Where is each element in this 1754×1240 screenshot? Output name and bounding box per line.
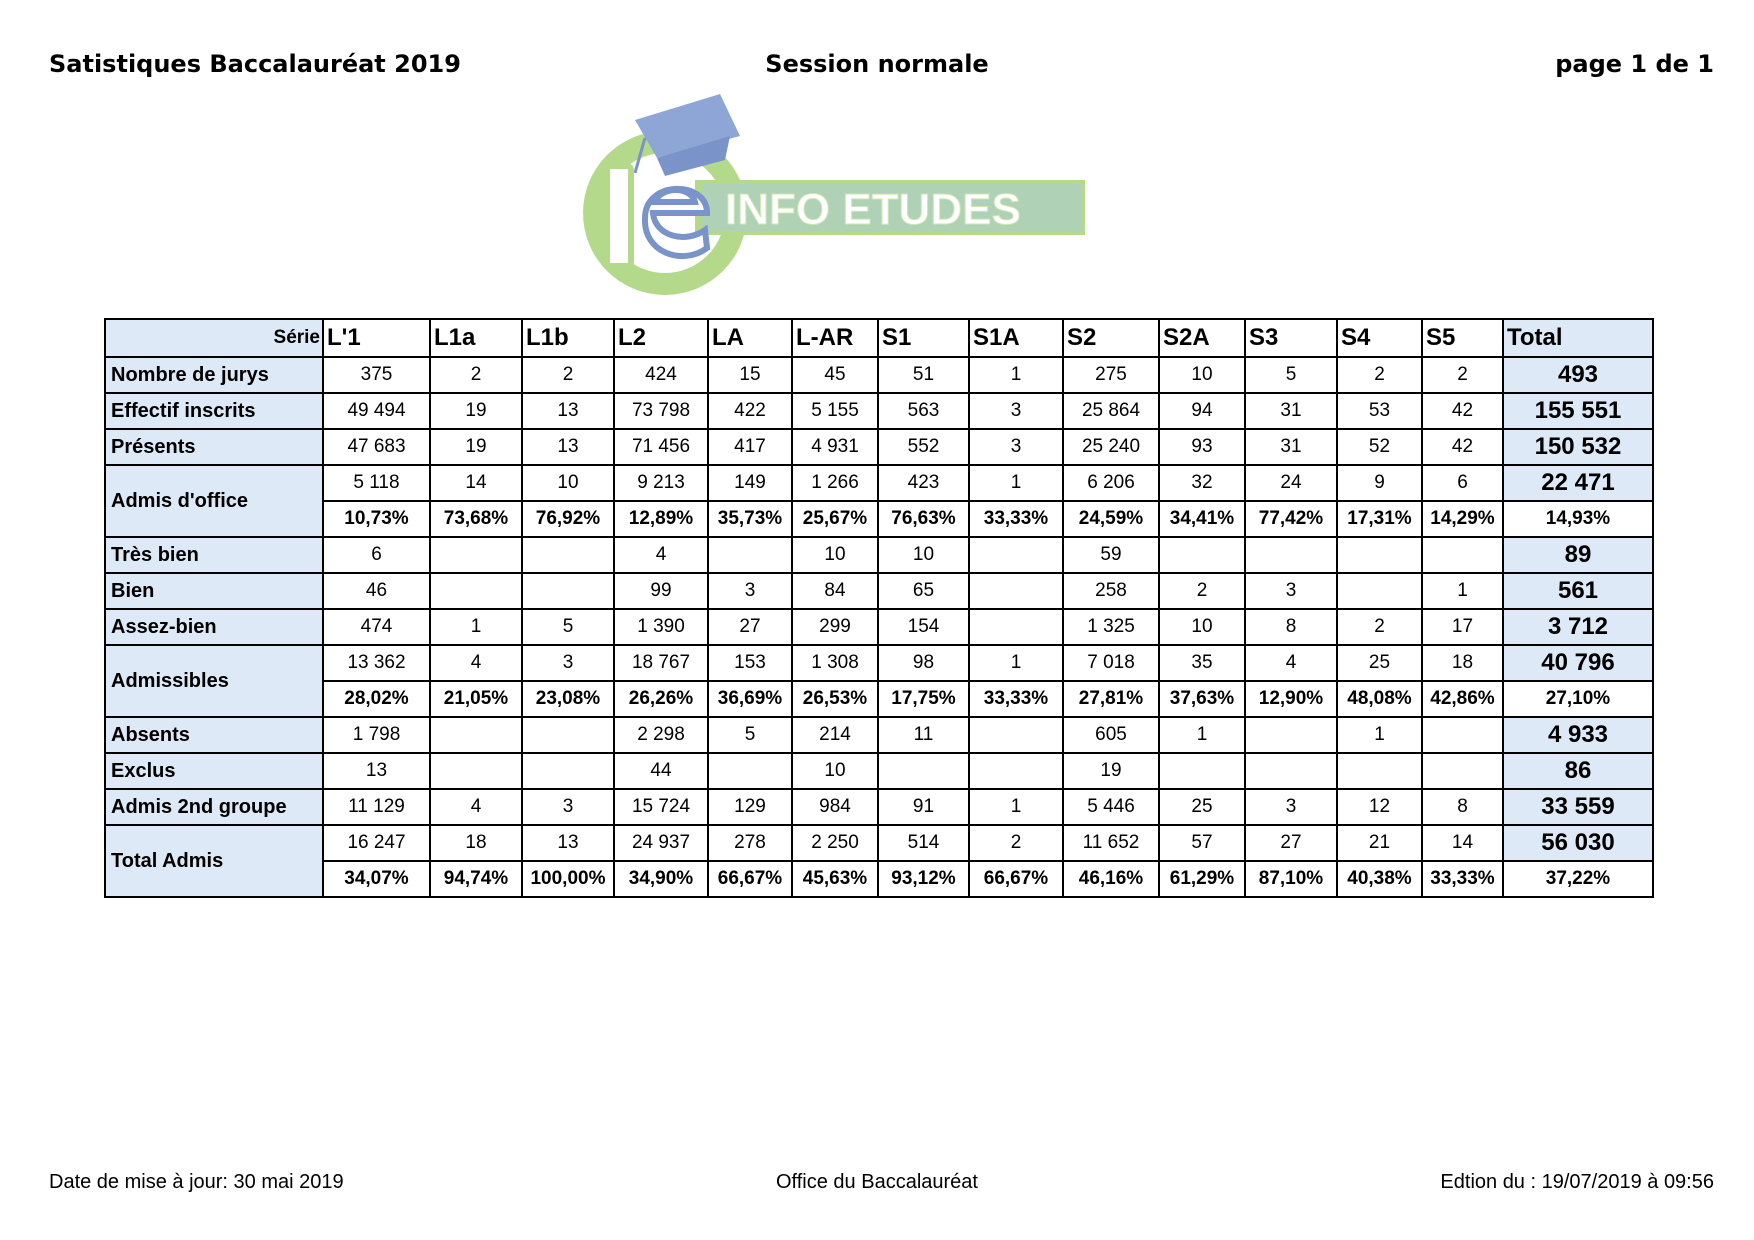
table-cell: 53 <box>1337 393 1422 429</box>
table-cell: 11 129 <box>323 789 430 825</box>
percentage-row <box>105 861 1653 897</box>
table-cell: 6 206 <box>1063 465 1159 501</box>
table-cell: 73 798 <box>614 393 708 429</box>
table-cell: 154 <box>878 609 969 645</box>
total-cell: 150 532 <box>1503 429 1653 465</box>
percentage-cell: 21,05% <box>430 681 522 717</box>
table-cell: 1 325 <box>1063 609 1159 645</box>
table-cell: 258 <box>1063 573 1159 609</box>
percentage-cell: 35,73% <box>708 501 792 537</box>
table-cell: 44 <box>614 753 708 789</box>
table-cell: 19 <box>430 393 522 429</box>
table-cell: 99 <box>614 573 708 609</box>
table-cell: 129 <box>708 789 792 825</box>
percentage-cell: 66,67% <box>969 861 1063 897</box>
table-cell: 45 <box>792 357 878 393</box>
table-cell: 3 <box>708 573 792 609</box>
table-cell <box>708 753 792 789</box>
column-header: S2 <box>1063 319 1159 357</box>
table-cell: 1 <box>969 357 1063 393</box>
percentage-cell: 33,33% <box>1422 861 1503 897</box>
table-cell: 375 <box>323 357 430 393</box>
table-cell: 12 <box>1337 789 1422 825</box>
total-cell: 22 471 <box>1503 465 1653 501</box>
table-cell: 1 <box>969 789 1063 825</box>
column-header: S2A <box>1159 319 1245 357</box>
table-cell: 21 <box>1337 825 1422 861</box>
total-cell: 40 796 <box>1503 645 1653 681</box>
table-cell: 9 213 <box>614 465 708 501</box>
total-cell: 3 712 <box>1503 609 1653 645</box>
table-cell: 51 <box>878 357 969 393</box>
table-cell: 25 864 <box>1063 393 1159 429</box>
table-cell: 4 <box>1245 645 1337 681</box>
table-cell: 65 <box>878 573 969 609</box>
table-cell: 6 <box>1422 465 1503 501</box>
office-name: Office du Baccalauréat <box>776 1171 978 1193</box>
table-cell: 1 798 <box>323 717 430 753</box>
table-cell: 1 308 <box>792 645 878 681</box>
table-cell: 2 <box>522 357 614 393</box>
table-cell: 1 266 <box>792 465 878 501</box>
table-cell: 4 931 <box>792 429 878 465</box>
total-cell: 56 030 <box>1503 825 1653 861</box>
table-cell <box>969 573 1063 609</box>
row-label: Admis d'office <box>105 465 323 537</box>
serie-header: Série <box>105 319 323 357</box>
percentage-row <box>105 681 1653 717</box>
total-cell: 561 <box>1503 573 1653 609</box>
session-label: Session normale <box>765 50 989 78</box>
percentage-cell: 36,69% <box>708 681 792 717</box>
column-header: L1b <box>522 319 614 357</box>
table-cell: 18 767 <box>614 645 708 681</box>
table-cell: 10 <box>1159 609 1245 645</box>
table-cell: 25 240 <box>1063 429 1159 465</box>
table-cell: 5 <box>708 717 792 753</box>
total-cell: 4 933 <box>1503 717 1653 753</box>
row-label: Exclus <box>105 753 323 789</box>
table-cell <box>1245 753 1337 789</box>
table-row <box>105 465 1653 501</box>
percentage-cell: 94,74% <box>430 861 522 897</box>
percentage-cell: 76,92% <box>522 501 614 537</box>
table-cell <box>1422 537 1503 573</box>
table-cell: 1 <box>969 465 1063 501</box>
percentage-cell: 14,29% <box>1422 501 1503 537</box>
row-label: Présents <box>105 429 323 465</box>
table-cell: 4 <box>430 789 522 825</box>
table-cell <box>1337 753 1422 789</box>
table-cell: 13 362 <box>323 645 430 681</box>
table-cell: 91 <box>878 789 969 825</box>
table-cell: 13 <box>522 393 614 429</box>
table-cell: 84 <box>792 573 878 609</box>
table-cell: 2 <box>1337 609 1422 645</box>
table-cell: 5 155 <box>792 393 878 429</box>
table-cell: 275 <box>1063 357 1159 393</box>
table-header-row <box>105 319 1653 357</box>
percentage-cell: 17,75% <box>878 681 969 717</box>
table-cell: 98 <box>878 645 969 681</box>
percentage-cell: 33,33% <box>969 681 1063 717</box>
percentage-cell: 24,59% <box>1063 501 1159 537</box>
table-cell: 474 <box>323 609 430 645</box>
table-cell: 2 <box>430 357 522 393</box>
total-cell: 155 551 <box>1503 393 1653 429</box>
table-cell: 11 652 <box>1063 825 1159 861</box>
percentage-cell: 37,63% <box>1159 681 1245 717</box>
table-cell: 24 937 <box>614 825 708 861</box>
table-cell: 153 <box>708 645 792 681</box>
percentage-cell: 42,86% <box>1422 681 1503 717</box>
total-percentage-cell: 14,93% <box>1503 501 1653 537</box>
table-cell: 32 <box>1159 465 1245 501</box>
table-row <box>105 357 1653 393</box>
table-cell: 8 <box>1422 789 1503 825</box>
table-cell: 514 <box>878 825 969 861</box>
table-cell <box>430 573 522 609</box>
table-cell <box>1422 753 1503 789</box>
column-header: L1a <box>430 319 522 357</box>
table-cell: 14 <box>430 465 522 501</box>
table-cell: 5 118 <box>323 465 430 501</box>
table-cell: 71 456 <box>614 429 708 465</box>
table-cell: 10 <box>522 465 614 501</box>
table-cell: 605 <box>1063 717 1159 753</box>
statistics-table <box>104 318 1654 898</box>
table-cell: 8 <box>1245 609 1337 645</box>
table-cell: 149 <box>708 465 792 501</box>
table-cell: 3 <box>969 393 1063 429</box>
percentage-cell: 12,90% <box>1245 681 1337 717</box>
table-cell <box>1245 537 1337 573</box>
table-cell: 2 250 <box>792 825 878 861</box>
table-cell: 46 <box>323 573 430 609</box>
table-cell: 19 <box>430 429 522 465</box>
table-cell: 9 <box>1337 465 1422 501</box>
table-cell: 13 <box>522 825 614 861</box>
table-cell: 2 <box>1159 573 1245 609</box>
column-header: S1A <box>969 319 1063 357</box>
table-cell: 94 <box>1159 393 1245 429</box>
table-cell: 42 <box>1422 393 1503 429</box>
row-label: Très bien <box>105 537 323 573</box>
column-header: Total <box>1503 319 1653 357</box>
percentage-cell: 34,90% <box>614 861 708 897</box>
percentage-cell: 48,08% <box>1337 681 1422 717</box>
table-cell: 13 <box>323 753 430 789</box>
percentage-cell: 100,00% <box>522 861 614 897</box>
table-cell: 5 446 <box>1063 789 1159 825</box>
table-row <box>105 717 1653 753</box>
table-cell: 214 <box>792 717 878 753</box>
percentage-cell: 25,67% <box>792 501 878 537</box>
percentage-cell: 28,02% <box>323 681 430 717</box>
percentage-cell: 46,16% <box>1063 861 1159 897</box>
table-cell: 93 <box>1159 429 1245 465</box>
table-cell: 10 <box>1159 357 1245 393</box>
table-cell <box>1245 717 1337 753</box>
table-cell: 1 <box>430 609 522 645</box>
percentage-cell: 66,67% <box>708 861 792 897</box>
table-cell <box>430 537 522 573</box>
percentage-cell: 77,42% <box>1245 501 1337 537</box>
total-cell: 33 559 <box>1503 789 1653 825</box>
table-cell: 19 <box>1063 753 1159 789</box>
table-cell: 25 <box>1159 789 1245 825</box>
row-label: Effectif inscrits <box>105 393 323 429</box>
percentage-cell: 40,38% <box>1337 861 1422 897</box>
table-cell: 1 <box>1337 717 1422 753</box>
table-cell <box>522 537 614 573</box>
table-cell: 2 298 <box>614 717 708 753</box>
table-cell: 7 018 <box>1063 645 1159 681</box>
table-cell <box>708 537 792 573</box>
table-cell: 57 <box>1159 825 1245 861</box>
table-cell: 3 <box>969 429 1063 465</box>
table-cell: 31 <box>1245 393 1337 429</box>
table-cell: 11 <box>878 717 969 753</box>
table-cell <box>430 753 522 789</box>
table-cell: 15 724 <box>614 789 708 825</box>
percentage-cell: 33,33% <box>969 501 1063 537</box>
row-label: Absents <box>105 717 323 753</box>
table-cell: 4 <box>614 537 708 573</box>
table-cell: 424 <box>614 357 708 393</box>
column-header: LA <box>708 319 792 357</box>
table-cell: 423 <box>878 465 969 501</box>
table-row <box>105 789 1653 825</box>
table-cell: 25 <box>1337 645 1422 681</box>
column-header: S1 <box>878 319 969 357</box>
total-percentage-cell: 27,10% <box>1503 681 1653 717</box>
percentage-cell: 10,73% <box>323 501 430 537</box>
table-cell <box>1422 717 1503 753</box>
percentage-cell: 17,31% <box>1337 501 1422 537</box>
table-cell: 1 <box>1159 717 1245 753</box>
document-title: Satistiques Baccalauréat 2019 <box>49 50 461 78</box>
table-row <box>105 645 1653 681</box>
row-label: Bien <box>105 573 323 609</box>
percentage-cell: 27,81% <box>1063 681 1159 717</box>
table-cell: 49 494 <box>323 393 430 429</box>
table-cell: 24 <box>1245 465 1337 501</box>
table-cell <box>969 537 1063 573</box>
table-cell: 27 <box>1245 825 1337 861</box>
column-header: S5 <box>1422 319 1503 357</box>
table-cell: 1 <box>1422 573 1503 609</box>
table-cell: 5 <box>1245 357 1337 393</box>
table-cell: 47 683 <box>323 429 430 465</box>
table-cell: 6 <box>323 537 430 573</box>
table-cell <box>1159 537 1245 573</box>
table-cell: 2 <box>1337 357 1422 393</box>
table-cell <box>522 717 614 753</box>
percentage-cell: 45,63% <box>792 861 878 897</box>
percentage-cell: 12,89% <box>614 501 708 537</box>
column-header: S3 <box>1245 319 1337 357</box>
table-cell <box>878 753 969 789</box>
table-row <box>105 825 1653 861</box>
column-header: L'1 <box>323 319 430 357</box>
table-cell: 563 <box>878 393 969 429</box>
total-cell: 493 <box>1503 357 1653 393</box>
table-cell: 3 <box>1245 573 1337 609</box>
table-cell: 422 <box>708 393 792 429</box>
table-cell <box>522 573 614 609</box>
table-cell: 2 <box>969 825 1063 861</box>
table-cell: 13 <box>522 429 614 465</box>
table-cell: 552 <box>878 429 969 465</box>
table-cell: 3 <box>522 789 614 825</box>
percentage-cell: 76,63% <box>878 501 969 537</box>
edition-date: Edtion du : 19/07/2019 à 09:56 <box>1440 1171 1714 1193</box>
percentage-cell: 23,08% <box>522 681 614 717</box>
percentage-cell: 26,53% <box>792 681 878 717</box>
table-cell: 278 <box>708 825 792 861</box>
column-header: L2 <box>614 319 708 357</box>
percentage-cell: 34,07% <box>323 861 430 897</box>
percentage-cell: 26,26% <box>614 681 708 717</box>
info-etudes-logo <box>575 88 1095 308</box>
total-cell: 89 <box>1503 537 1653 573</box>
total-percentage-cell: 37,22% <box>1503 861 1653 897</box>
percentage-cell: 73,68% <box>430 501 522 537</box>
table-cell: 18 <box>430 825 522 861</box>
table-cell: 35 <box>1159 645 1245 681</box>
table-row <box>105 609 1653 645</box>
table-cell: 3 <box>1245 789 1337 825</box>
table-cell: 52 <box>1337 429 1422 465</box>
percentage-cell: 87,10% <box>1245 861 1337 897</box>
percentage-cell: 34,41% <box>1159 501 1245 537</box>
table-cell: 18 <box>1422 645 1503 681</box>
percentage-cell: 93,12% <box>878 861 969 897</box>
row-label: Nombre de jurys <box>105 357 323 393</box>
table-cell: 3 <box>522 645 614 681</box>
table-cell: 10 <box>792 537 878 573</box>
table-cell: 984 <box>792 789 878 825</box>
table-row <box>105 753 1653 789</box>
percentage-row <box>105 501 1653 537</box>
update-date: Date de mise à jour: 30 mai 2019 <box>49 1171 344 1193</box>
table-cell <box>522 753 614 789</box>
total-cell: 86 <box>1503 753 1653 789</box>
table-cell: 299 <box>792 609 878 645</box>
page-number: page 1 de 1 <box>1555 50 1714 78</box>
row-label: Assez-bien <box>105 609 323 645</box>
table-cell <box>969 609 1063 645</box>
table-cell: 15 <box>708 357 792 393</box>
table-cell: 42 <box>1422 429 1503 465</box>
table-cell: 2 <box>1422 357 1503 393</box>
logo-text: INFO ETUDES <box>725 185 1021 234</box>
table-row <box>105 537 1653 573</box>
table-cell: 14 <box>1422 825 1503 861</box>
table-cell <box>969 753 1063 789</box>
table-cell: 5 <box>522 609 614 645</box>
table-cell: 1 <box>969 645 1063 681</box>
row-label: Admis 2nd groupe <box>105 789 323 825</box>
table-cell: 17 <box>1422 609 1503 645</box>
table-row <box>105 429 1653 465</box>
percentage-cell: 61,29% <box>1159 861 1245 897</box>
row-label: Total Admis <box>105 825 323 897</box>
table-cell: 31 <box>1245 429 1337 465</box>
table-cell <box>1337 573 1422 609</box>
column-header: L-AR <box>792 319 878 357</box>
table-cell: 1 390 <box>614 609 708 645</box>
table-cell <box>1159 753 1245 789</box>
row-label: Admissibles <box>105 645 323 717</box>
column-header: S4 <box>1337 319 1422 357</box>
table-cell: 16 247 <box>323 825 430 861</box>
table-cell: 10 <box>792 753 878 789</box>
table-row <box>105 393 1653 429</box>
table-cell: 27 <box>708 609 792 645</box>
table-cell <box>430 717 522 753</box>
table-row <box>105 573 1653 609</box>
table-cell: 417 <box>708 429 792 465</box>
table-cell <box>1337 537 1422 573</box>
table-cell <box>969 717 1063 753</box>
table-cell: 10 <box>878 537 969 573</box>
table-cell: 4 <box>430 645 522 681</box>
table-cell: 59 <box>1063 537 1159 573</box>
